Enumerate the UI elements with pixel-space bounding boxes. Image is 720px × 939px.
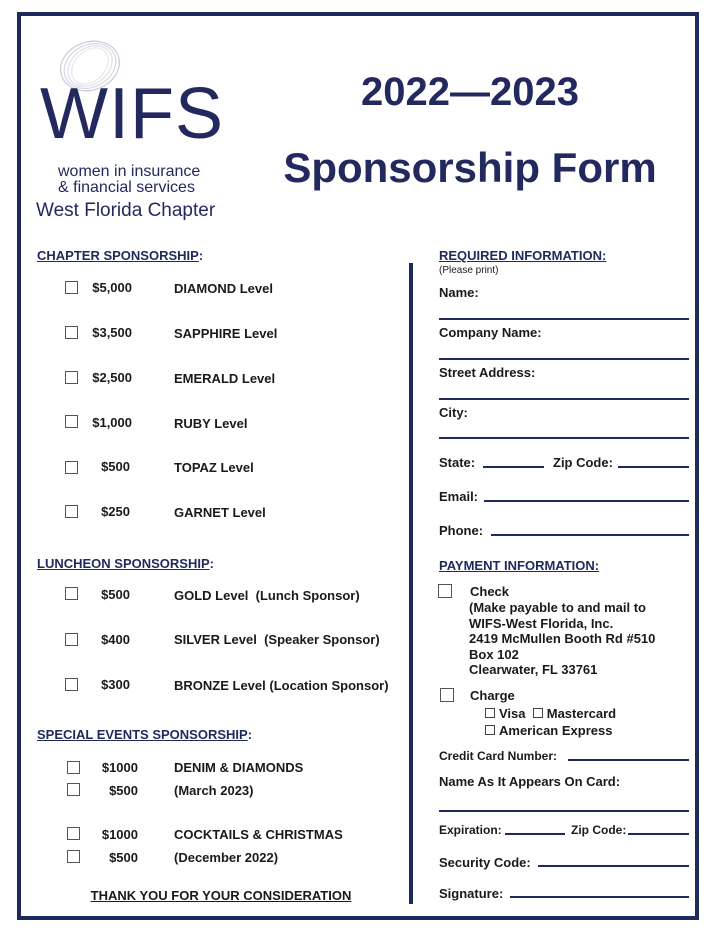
sponsor-checkbox-gold[interactable]: [65, 587, 78, 600]
charge-checkbox[interactable]: [440, 688, 454, 702]
security-code-label: Security Code:: [439, 855, 531, 870]
sponsor-checkbox-cocktails-500[interactable]: [67, 850, 80, 863]
sponsor-checkbox-cocktails[interactable]: [67, 827, 80, 840]
sponsor-checkbox-sapphire[interactable]: [65, 326, 78, 339]
check-line: WIFS-West Florida, Inc.: [469, 615, 614, 631]
luncheon-sponsorship-heading: LUNCHEON SPONSORSHIP:: [37, 556, 214, 571]
email-field[interactable]: [484, 500, 689, 502]
mastercard-label: Mastercard: [546, 706, 617, 721]
chapter-sponsorship-heading: CHAPTER SPONSORSHIP:: [37, 248, 204, 263]
sponsor-level: SILVER Level (Speaker Sponsor): [174, 632, 380, 647]
column-divider: [409, 263, 413, 904]
state-field[interactable]: [483, 466, 544, 468]
form-title: Sponsorship Form: [283, 144, 657, 191]
sponsor-level: TOPAZ Level: [174, 460, 254, 475]
sponsor-checkbox-denim[interactable]: [67, 761, 80, 774]
company-label: Company Name:: [439, 325, 542, 340]
name-field[interactable]: [439, 318, 689, 320]
sponsor-amount: $2,500: [92, 370, 132, 385]
phone-label: Phone:: [439, 523, 484, 538]
sponsor-checkbox-ruby[interactable]: [65, 415, 78, 428]
event-label: (December 2022): [174, 850, 279, 865]
required-info-heading: REQUIRED INFORMATION:: [439, 248, 607, 263]
card-type-row-1: [485, 706, 616, 721]
sponsor-level: DIAMOND Level: [174, 281, 273, 296]
thank-you-note: THANK YOU FOR YOUR CONSIDERATION: [90, 888, 352, 903]
sponsor-amount: $300: [101, 677, 130, 692]
logo-tagline-2: & financial services: [58, 179, 195, 196]
form-year: 2022—2023: [361, 70, 579, 114]
sponsor-checkbox-diamond[interactable]: [65, 281, 78, 294]
expiration-label: Expiration:: [439, 823, 502, 837]
sponsor-level: GARNET Level: [174, 505, 266, 520]
sponsor-amount: $1000: [101, 760, 138, 775]
amex-label: American Express: [499, 723, 613, 738]
city-field[interactable]: [439, 437, 689, 439]
sponsor-amount: $500: [109, 850, 138, 865]
please-print-note: (Please print): [439, 265, 499, 276]
check-checkbox[interactable]: [438, 584, 452, 598]
sponsor-level: EMERALD Level: [174, 371, 276, 386]
cc-number-field[interactable]: [568, 759, 689, 761]
sponsor-level: GOLD Level (Lunch Sponsor): [174, 588, 360, 603]
name-on-card-field[interactable]: [439, 810, 689, 812]
payment-info-heading: PAYMENT INFORMATION:: [439, 558, 600, 573]
check-line: Box 102: [469, 646, 519, 662]
name-label: Name:: [439, 285, 479, 300]
sponsor-amount: $3,500: [92, 325, 132, 340]
check-instructions: [469, 600, 655, 678]
sponsor-checkbox-topaz[interactable]: [65, 461, 78, 474]
zip-label: Zip Code:: [553, 455, 613, 470]
sponsor-level: SAPPHIRE Level: [174, 326, 278, 341]
sponsor-amount: $500: [109, 783, 138, 798]
sponsor-amount: $400: [101, 632, 130, 647]
company-field[interactable]: [439, 358, 689, 360]
check-label: Check: [470, 584, 510, 599]
visa-label: Visa: [499, 706, 526, 721]
zip-field[interactable]: [618, 466, 689, 468]
sponsor-amount: $5,000: [92, 280, 132, 295]
sponsor-amount: $1,000: [92, 415, 132, 430]
street-field[interactable]: [439, 398, 689, 400]
logo-wordmark: WIFS: [40, 74, 224, 154]
logo-chapter-name: West Florida Chapter: [36, 200, 216, 221]
signature-label: Signature:: [439, 886, 504, 901]
sponsor-amount: $500: [101, 459, 130, 474]
email-label: Email:: [439, 489, 479, 504]
expiration-field[interactable]: [505, 833, 565, 835]
event-label: COCKTAILS & CHRISTMAS: [174, 827, 343, 842]
sponsor-amount: $1000: [101, 827, 138, 842]
street-label: Street Address:: [439, 365, 536, 380]
check-line: Clearwater, FL 33761: [469, 662, 598, 677]
name-on-card-label: Name As It Appears On Card:: [439, 774, 621, 789]
cc-number-label: Credit Card Number:: [439, 749, 558, 763]
card-zip-label: Zip Code:: [571, 823, 627, 837]
sponsor-level: BRONZE Level (Location Sponsor): [174, 678, 389, 693]
sponsor-checkbox-bronze[interactable]: [65, 678, 78, 691]
amex-checkbox[interactable]: [485, 725, 495, 735]
phone-field[interactable]: [491, 534, 689, 536]
city-label: City:: [439, 405, 468, 420]
event-label: (March 2023): [174, 783, 254, 798]
logo-tagline-1: women in insurance: [58, 163, 201, 180]
check-line: (Make payable to and mail to: [469, 600, 646, 615]
sponsor-checkbox-denim-500[interactable]: [67, 783, 80, 796]
sponsor-level: RUBY Level: [174, 416, 248, 431]
sponsor-amount: $250: [101, 504, 130, 519]
card-zip-field[interactable]: [628, 833, 689, 835]
mastercard-checkbox[interactable]: [533, 708, 543, 718]
sponsor-checkbox-silver[interactable]: [65, 633, 78, 646]
sponsor-checkbox-garnet[interactable]: [65, 505, 78, 518]
signature-field[interactable]: [510, 896, 689, 898]
state-label: State:: [439, 455, 476, 470]
card-type-row-2: [485, 723, 612, 738]
special-events-heading: SPECIAL EVENTS SPONSORSHIP:: [37, 727, 253, 742]
security-code-field[interactable]: [538, 865, 689, 867]
sponsor-amount: $500: [101, 587, 130, 602]
event-label: DENIM & DIAMONDS: [174, 760, 304, 775]
check-line: 2419 McMullen Booth Rd #510: [469, 631, 656, 646]
charge-label: Charge: [470, 688, 515, 703]
visa-checkbox[interactable]: [485, 708, 495, 718]
sponsor-checkbox-emerald[interactable]: [65, 371, 78, 384]
